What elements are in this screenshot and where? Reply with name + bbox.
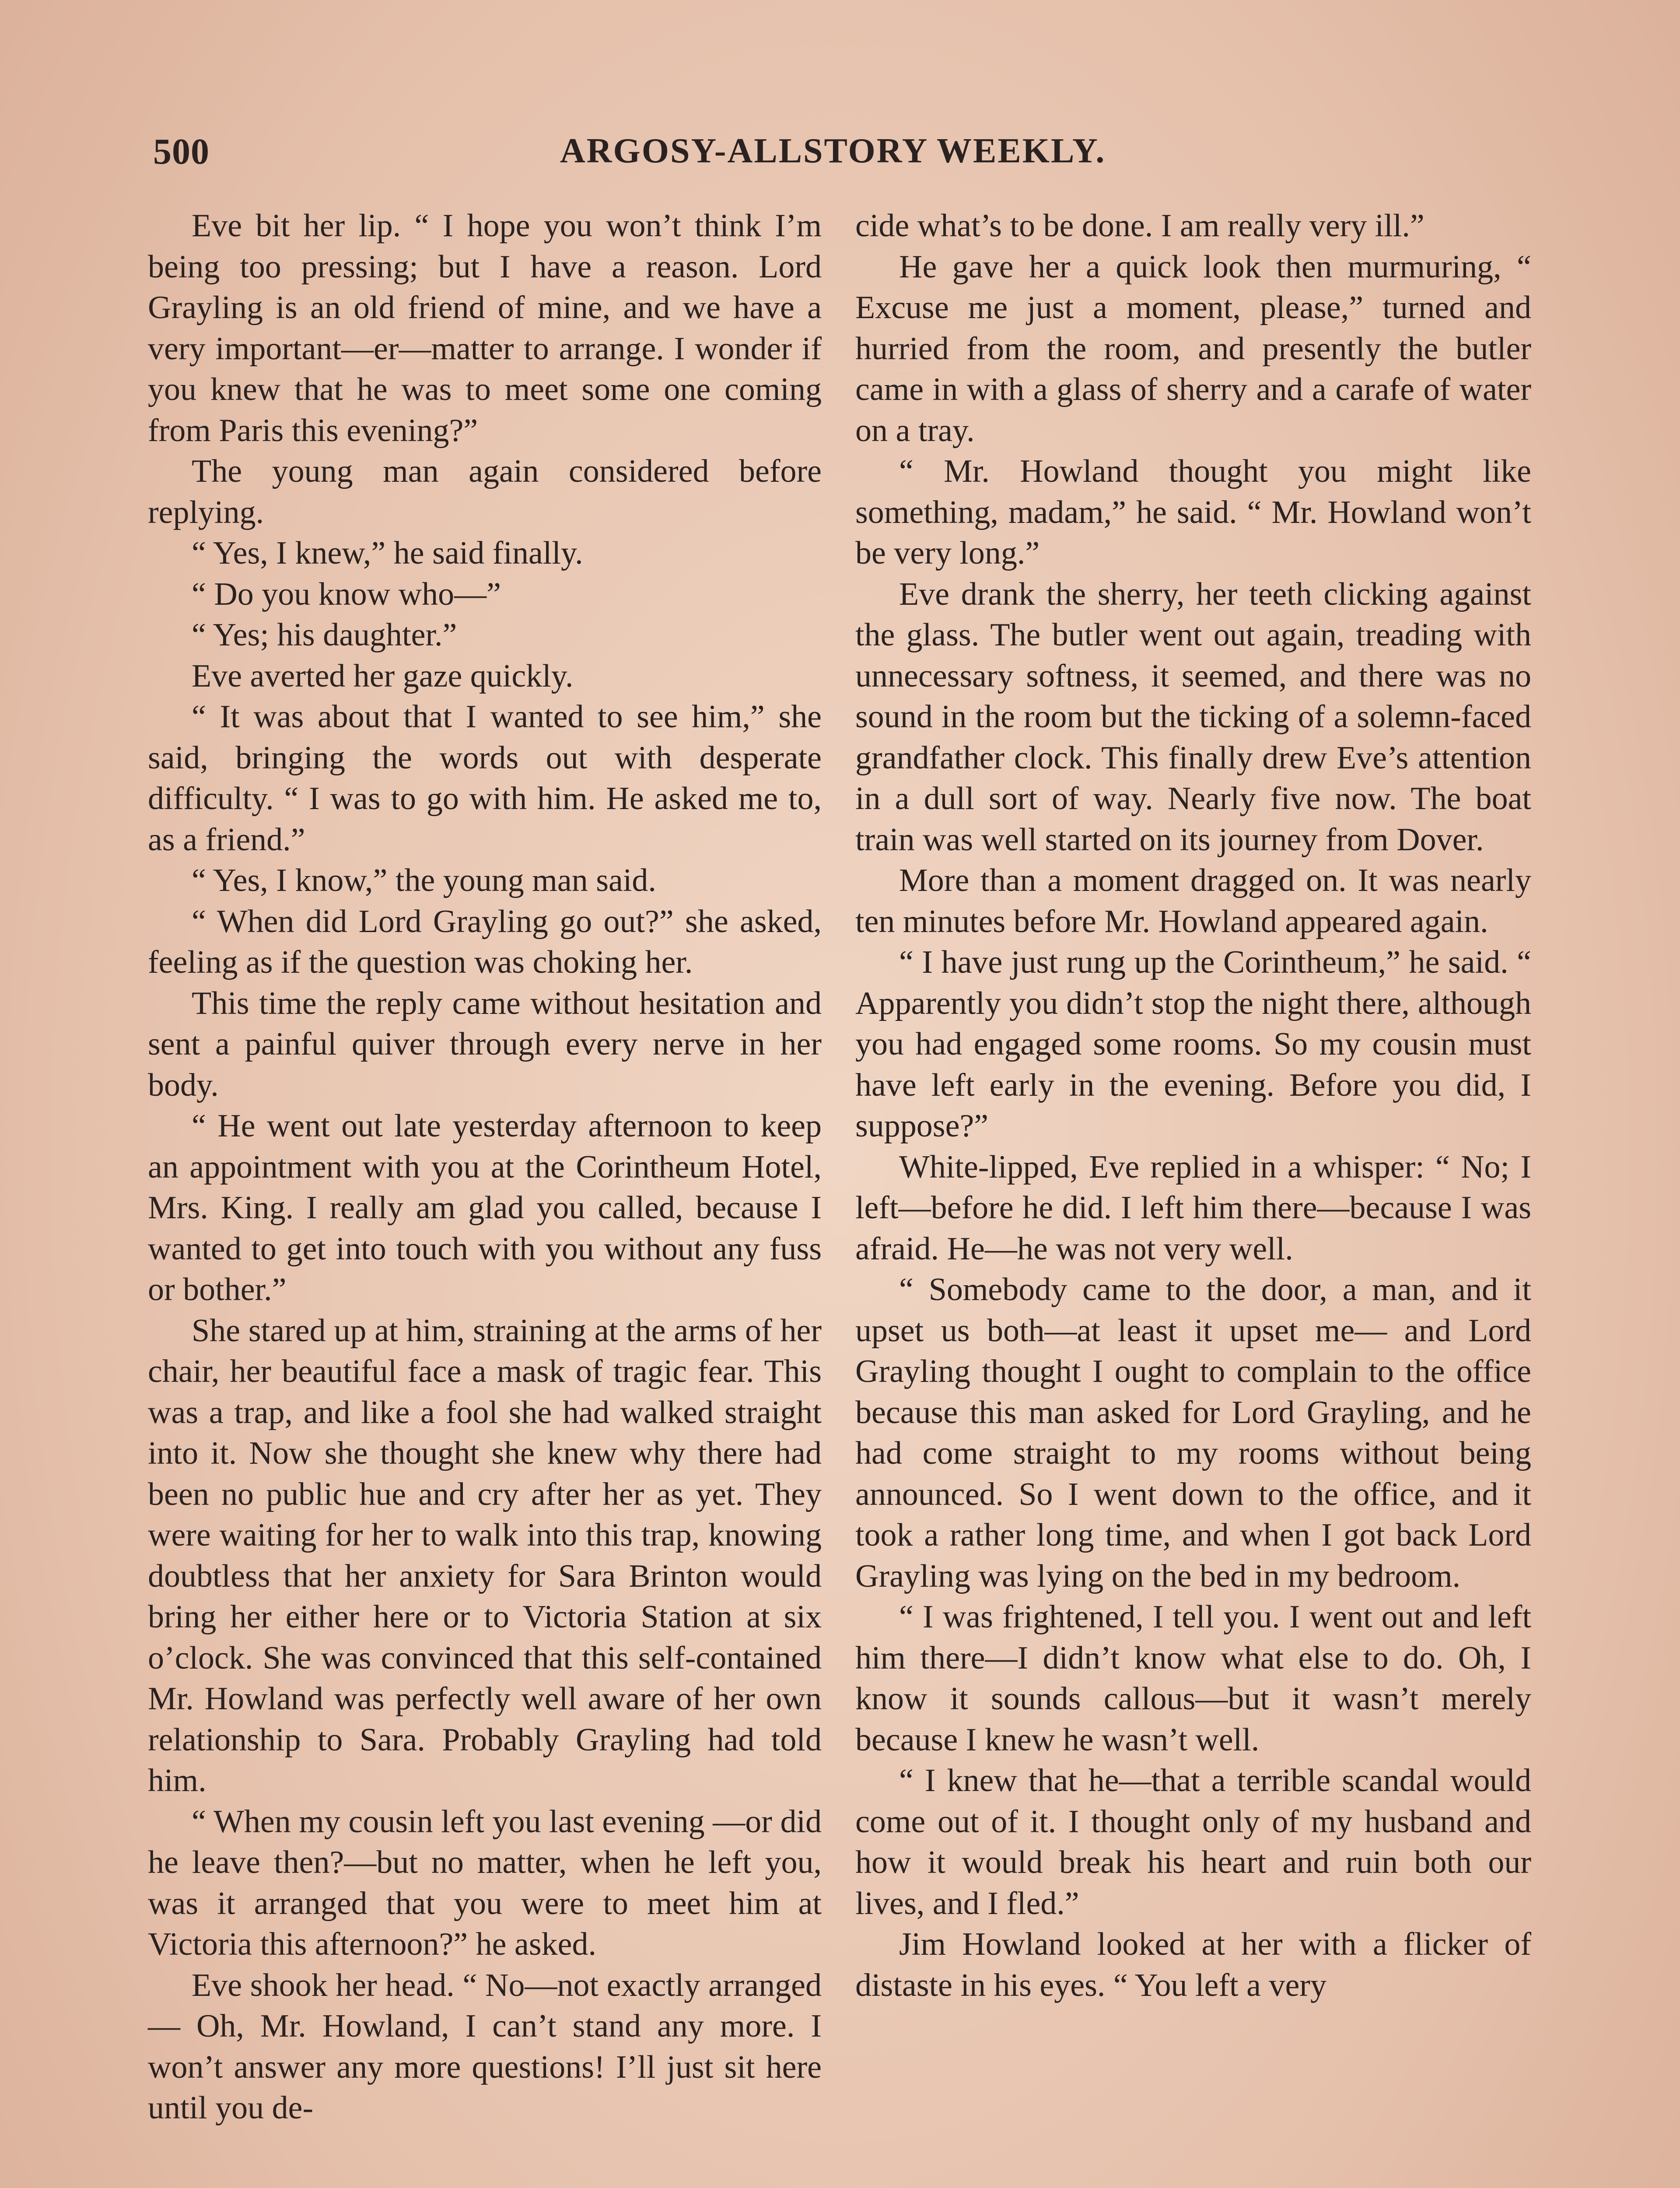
paragraph: “ Somebody came to the door, a man, and it upset us both—at least it upset me— and Lord Grayling thought I ought to complain to the office because this man asked for Lord Grayling, and he had come straight to my rooms without being announced. So I went down to the office, and it took a rather long time, and when I got back Lord Grayling was lying on the bed in my bedroom. bbox=[855, 1272, 1531, 1594]
paragraph: White-lipped, Eve replied in a whisper: “ No; I left—before he did. I left him there—because I was afraid. He—he was not very well. bbox=[855, 1149, 1531, 1267]
paragraph: Eve bit her lip. “ I hope you won’t think I’m being too pressing; but I have a reason. Lord Grayling is an old friend of mine, and we have a very important—er—matter to arrange. I wonder if you knew that he was to meet some one coming from Paris this evening?” bbox=[148, 208, 822, 449]
paragraph: cide what’s to be done. I am really very ill.” bbox=[855, 208, 1424, 244]
paragraph: “ Do you know who—” bbox=[192, 576, 501, 612]
paragraph: “ Mr. Howland thought you might like something, madam,” he said. “ Mr. Howland won’t be very long.” bbox=[855, 453, 1531, 571]
paragraph: Eve shook her head. “ No—not exactly arranged— Oh, Mr. Howland, I can’t stand any more. I won’t answer any more questions! I’ll just sit here until you de- bbox=[148, 1967, 822, 2126]
page-number: 500 bbox=[153, 131, 210, 172]
paragraph: More than a moment dragged on. It was nearly ten minutes before Mr. Howland appeared again. bbox=[855, 863, 1531, 940]
paragraph: “ When my cousin left you last evening —or did he leave then?—but no matter, when he left you, was it arranged that you were to meet him at Victoria this afternoon?” he asked. bbox=[148, 1803, 822, 1962]
paragraph: “ Yes, I knew,” he said finally. bbox=[192, 535, 583, 571]
paragraph: Jim Howland looked at her with a flicker of distaste in his eyes. “ You left a very bbox=[855, 1926, 1531, 2003]
paragraph: “ He went out late yesterday afternoon to keep an appointment with you at the Corintheum Hotel, Mrs. King. I really am glad you called, because I wanted to get into touch with you without any fuss or bother.” bbox=[148, 1108, 822, 1308]
paragraph: “ When did Lord Grayling go out?” she asked, feeling as if the question was choking her. bbox=[148, 903, 822, 980]
paragraph: Eve drank the sherry, her teeth clicking against the glass. The butler went out again, treading with unnecessary softness, it seemed, and there was no sound in the room but the ticking of a solemn-faced grandfather clock. This finally drew Eve’s attention in a dull sort of way. Nearly five now. The boat train was well started on its journey from Dover. bbox=[855, 576, 1531, 858]
paragraph: “ I knew that he—that a terrible scandal would come out of it. I thought only of my husband and how it would break his heart and ruin both our lives, and I fled.” bbox=[855, 1763, 1531, 1922]
paragraph: “ Yes; his daughter.” bbox=[192, 617, 457, 653]
paragraph: “ It was about that I wanted to see him,” she said, bringing the words out with desperate difficulty. “ I was to go with him. He asked me to, as a friend.” bbox=[148, 699, 822, 858]
paragraph: “ I have just rung up the Corintheum,” he said. “ Apparently you didn’t stop the night there, although you had engaged some rooms. So my cousin must have left early in the evening. Before you did, I suppose?” bbox=[855, 944, 1531, 1144]
left-column bbox=[148, 206, 822, 2129]
paragraph: “ I was frightened, I tell you. I went out and left him there—I didn’t know what else to do. Oh, I know it sounds callous—but it wasn’t merely because I knew he wasn’t well. bbox=[855, 1599, 1531, 1758]
paragraph: Eve averted her gaze quickly. bbox=[192, 658, 574, 694]
paragraph: “ Yes, I know,” the young man said. bbox=[192, 863, 656, 898]
paragraph: She stared up at him, straining at the arms of her chair, her beautiful face a mask of tragic fear. This was a trap, and like a fool she had walked straight into it. Now she thought she knew why there had been no public hue and cry after her as yet. They were waiting for her to walk into this trap, knowing doubtless that her anxiety for Sara Brinton would bring her either here or to Victoria Station at six o’clock. She was convinced that this self-contained Mr. Howland was perfectly well aware of her own relationship to Sara. Probably Grayling had told him. bbox=[148, 1312, 822, 1799]
paragraph: The young man again considered before replying. bbox=[148, 453, 822, 530]
paragraph: This time the reply came without hesitation and sent a painful quiver through every nerve in her body. bbox=[148, 985, 822, 1103]
running-head: ARGOSY-ALLSTORY WEEKLY. bbox=[560, 132, 1106, 170]
paragraph: He gave her a quick look then murmuring, “ Excuse me just a moment, please,” turned and hurried from the room, and presently the butler came in with a glass of sherry and a carafe of water on a tray. bbox=[855, 249, 1531, 449]
right-column bbox=[855, 206, 1531, 2006]
